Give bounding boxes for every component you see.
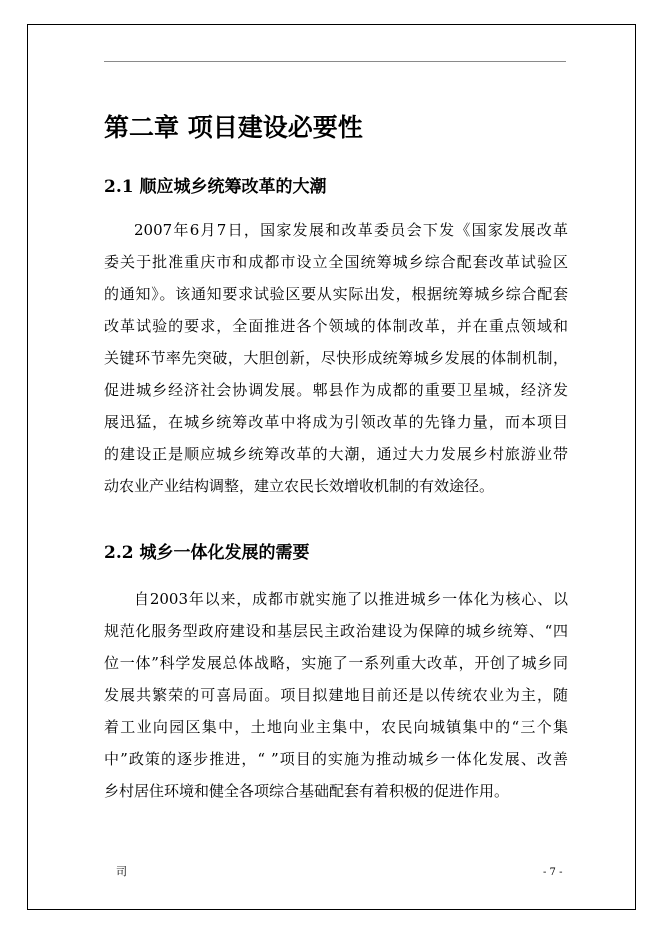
paragraph-line: 委关于批准重庆市和成都市设立全国统筹城乡综合配套改革试验区 — [104, 253, 568, 271]
paragraph-line: 自2003年以来，成都市就实施了以推进城乡一体化为核心、以 — [134, 590, 568, 608]
paragraph-line: 展迅猛，在城乡统筹改革中将成为引领改革的先锋力量，而本项目 — [104, 413, 568, 431]
footer-left-text: 司 — [116, 865, 127, 878]
paragraph-line: 的通知》。该通知要求试验区要从实际出发，根据统筹城乡综合配套 — [104, 285, 568, 303]
section-heading-2-1: 2.1 顺应城乡统筹改革的大潮 — [104, 177, 327, 197]
paragraph-line: 发展共繁荣的可喜局面。项目拟建地目前还是以传统农业为主，随 — [104, 686, 568, 704]
paragraph-line: 规范化服务型政府建设和基层民主政治建设为保障的城乡统筹、“四 — [104, 622, 568, 640]
paragraph-line: 改革试验的要求，全面推进各个领域的体制改革，并在重点领域和 — [104, 317, 568, 335]
section-heading-2-2: 2.2 城乡一体化发展的需要 — [104, 543, 310, 563]
section-2-1-paragraph — [104, 214, 568, 502]
paragraph-line: 位一体”科学发展总体战略，实施了一系列重大改革，开创了城乡同 — [104, 654, 568, 672]
paragraph-line: 动农业产业结构调整，建立农民长效增收机制的有效途径。 — [104, 477, 495, 495]
chapter-title: 第二章 项目建设必要性 — [104, 113, 363, 142]
paragraph-line: 乡村居住环境和健全各项综合基础配套有着积极的促进作用。 — [104, 782, 510, 800]
paragraph-line: 的建设正是顺应城乡统筹改革的大潮，通过大力发展乡村旅游业带 — [104, 445, 568, 463]
paragraph-line: 2007年6月7日，国家发展和改革委员会下发《国家发展改革 — [134, 221, 568, 239]
page-number: - 7 - — [543, 867, 563, 878]
paragraph-line: 促进城乡经济社会协调发展。郫县作为成都的重要卫星城，经济发 — [104, 381, 568, 399]
paragraph-line: 中”政策的逐步推进，“ ”项目的实施为推动城乡一体化发展、改善 — [104, 750, 568, 768]
header-rule — [104, 61, 566, 62]
paragraph-line: 着工业向园区集中，土地向业主集中，农民向城镇集中的“三个集 — [104, 718, 568, 736]
section-2-2-paragraph — [104, 583, 568, 807]
paragraph-line: 关键环节率先突破，大胆创新，尽快形成统筹城乡发展的体制机制， — [104, 349, 568, 367]
